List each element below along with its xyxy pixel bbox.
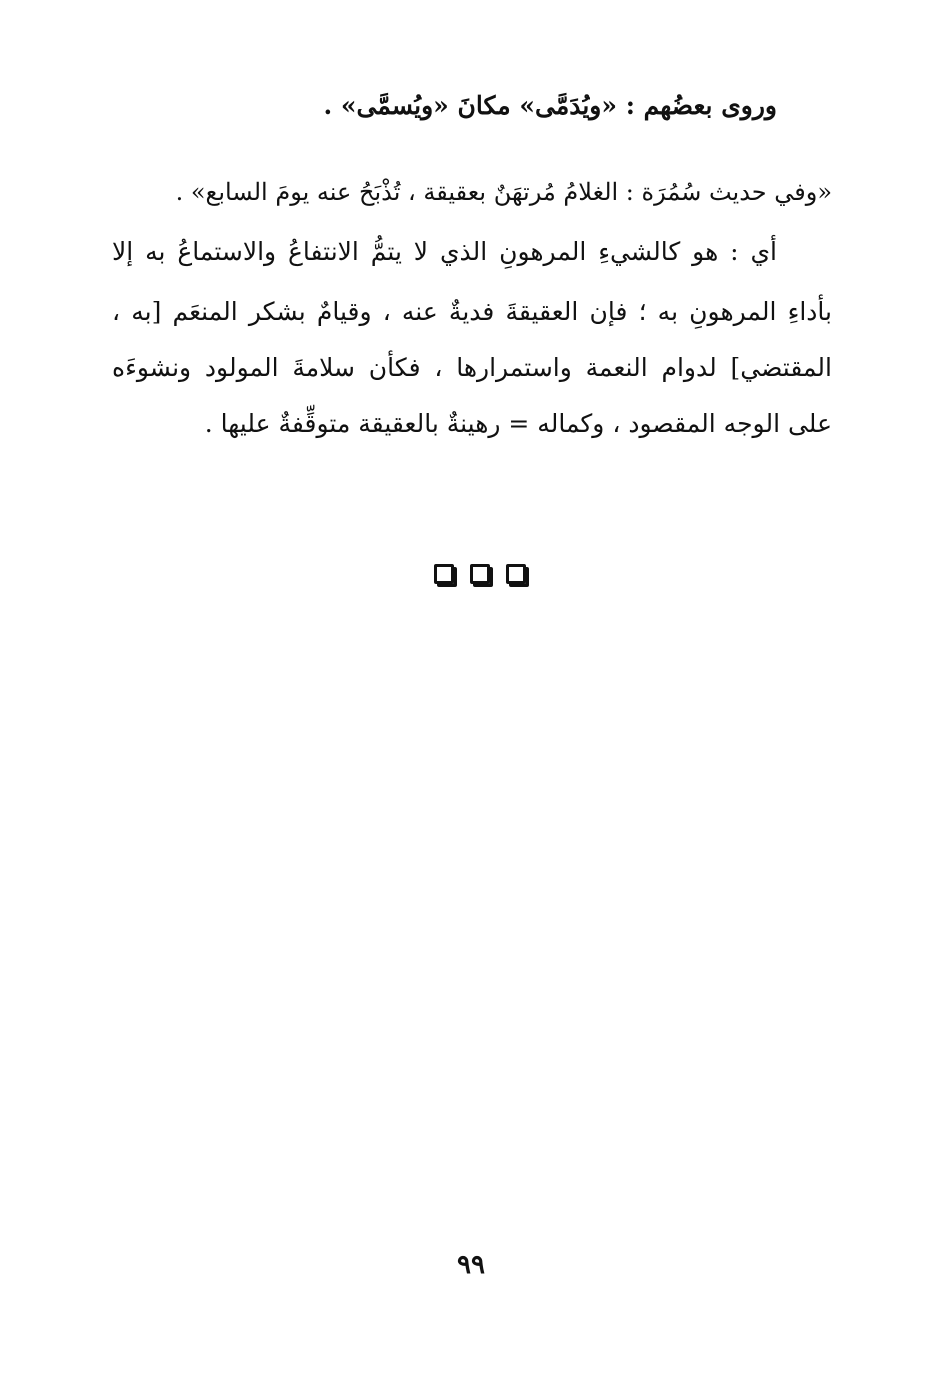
square-ornament-icon xyxy=(434,564,454,584)
text-line-1: وروى بعضُهم : «ويُدَمَّى» مكانَ «ويُسمَّى» . xyxy=(323,91,777,120)
square-ornament-icon xyxy=(470,564,490,584)
page-number: ٩٩ xyxy=(457,1250,485,1280)
text-line-2: «وفي حديث سُمُرَة : الغلامُ مُرتهَنٌ بعقيقة ، تُذْبَحُ عنه يومَ السابع» . xyxy=(175,178,832,206)
text-line-6: على الوجه المقصود ، وكماله = رهينةٌ بالعقيقة متوقِّفةٌ عليها . xyxy=(204,409,832,438)
square-ornament-icon xyxy=(506,564,526,584)
text-line-3: أي : هو كالشيءِ المرهونِ الذي لا يتمُّ الانتفاعُ والاستماعُ به إلا xyxy=(112,237,777,266)
section-divider xyxy=(434,564,526,586)
text-line-5: المقتضي] لدوام النعمة واستمرارها ، فكأن سلامةَ المولود ونشوءَه xyxy=(112,353,832,382)
text-line-4: بأداءِ المرهونِ به ؛ فإن العقيقةَ فديةٌ عنه ، وقيامٌ بشكر المنعَم [به ، xyxy=(112,297,832,326)
